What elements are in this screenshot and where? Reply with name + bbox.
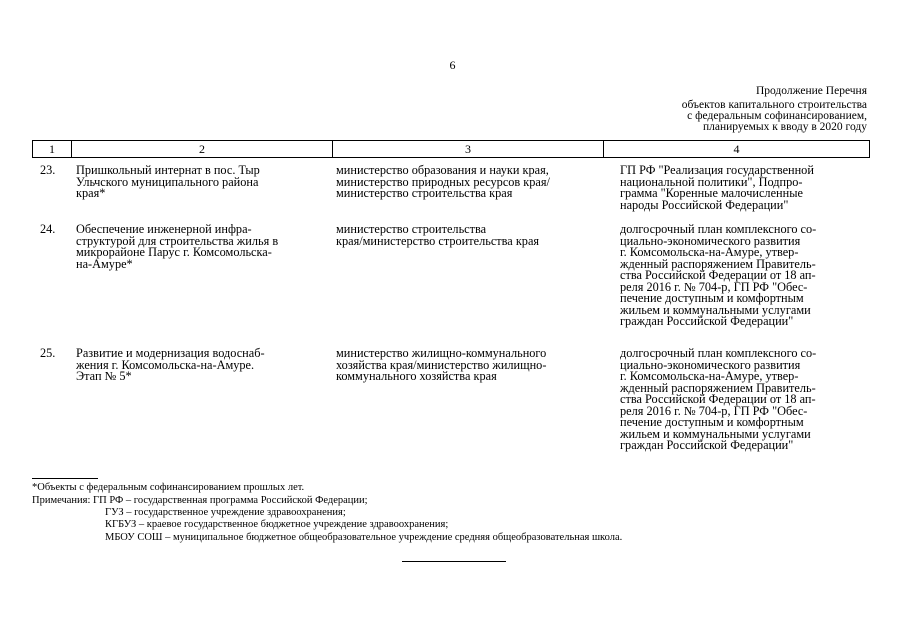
row-number: 24. <box>40 222 56 236</box>
notes-line: КГБУЗ – краевое государственное бюджетное учреждение здравоохранения; <box>105 519 449 530</box>
continuation-line: планируемых к вводу в 2020 году <box>702 121 867 133</box>
row-number: 23. <box>40 163 56 177</box>
responsible-ministry: министерство жилищно-коммунального хозяйства края/министерство жилищно- коммунального хозяйства края <box>336 346 547 383</box>
notes-line: МБОУ СОШ – муниципальное бюджетное общеобразовательное учреждение средняя общеобразовательная школа. <box>105 532 623 543</box>
continuation-heading <box>607 86 867 133</box>
header-col-3: 3 <box>333 141 604 157</box>
footnote-star: *Объекты с федеральным софинансированием прошлых лет. <box>32 482 305 493</box>
program-basis: долгосрочный план комплексного со- циально-экономического развития г. Комсомольска-на-Амуре, утвер- жденный распоряжением Правитель- ства Российской Федерации от 18 ап- реля 2016 г. № 704-р, ГП РФ "Обес- печение доступным и комфортным жильем и коммунальными услугами граждан Российской Федерации" <box>620 346 817 452</box>
end-divider <box>402 561 506 562</box>
row-number: 25. <box>40 346 56 360</box>
responsible-ministry: министерство образования и науки края, министерство природных ресурсов края/ министерство строительства края <box>336 163 550 200</box>
header-col-1: 1 <box>33 141 72 157</box>
continuation-line: Продолжение Перечня <box>755 85 867 97</box>
header-col-2: 2 <box>72 141 333 157</box>
program-basis: ГП РФ "Реализация государственной национальной политики", Подпро- грамма "Коренные малочисленные народы Российской Федерации" <box>620 163 814 212</box>
continuation-line: объектов капитального строительства <box>681 99 867 111</box>
notes-line: ГУЗ – государственное учреждение здравоохранения; <box>105 507 346 518</box>
continuation-line: с федеральным софинансированием, <box>687 110 867 122</box>
footnote-divider <box>32 478 98 479</box>
object-name: Развитие и модернизация водоснаб- жения г. Комсомольска-на-Амуре. Этап № 5* <box>76 346 265 383</box>
page-number: 6 <box>449 58 456 72</box>
program-basis: долгосрочный план комплексного со- циально-экономического развития г. Комсомольска-на-Амуре, утвер- жденный распоряжением Правитель- ства Российской Федерации от 18 ап- реля 2016 г. № 704-р, ГП РФ "Обес- печение доступным и комфортным жильем и коммунальными услугами граждан Российской Федерации" <box>620 222 817 328</box>
object-name: Пришкольный интернат в пос. Тыр Ульчского муниципального района края* <box>76 163 260 200</box>
responsible-ministry: министерство строительства края/министерство строительства края <box>336 222 540 248</box>
object-name: Обеспечение инженерной инфра- структурой для строительства жилья в микрорайоне Парус г. Комсомольска- на-Амуре* <box>76 222 279 271</box>
table-header <box>32 140 870 158</box>
header-col-4: 4 <box>733 142 740 156</box>
notes-line: Примечания: ГП РФ – государственная программа Российской Федерации; <box>32 495 368 506</box>
